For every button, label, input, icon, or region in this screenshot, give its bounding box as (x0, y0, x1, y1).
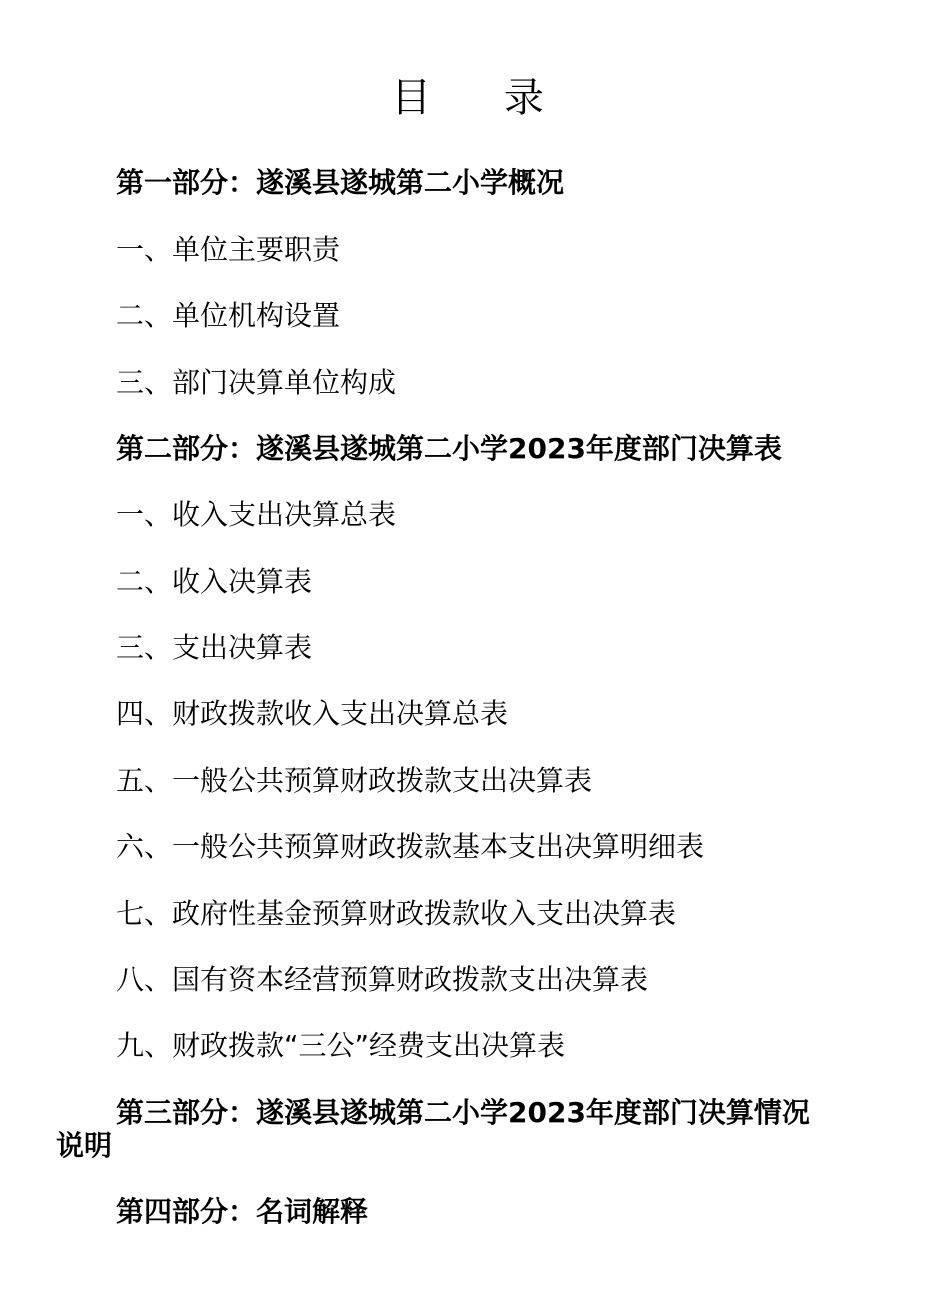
toc-part-4: 第四部分：名词解释 (116, 1195, 369, 1228)
toc-part-3: 第三部分：遂溪县遂城第二小学2023年度部门决算情况 (116, 1096, 810, 1129)
toc-item-2-7: 七、政府性基金预算财政拨款收入支出决算表 (116, 897, 677, 930)
toc-item-2-9: 九、财政拨款“三公”经费支出决算表 (116, 1029, 566, 1062)
toc-item-1-3: 三、部门决算单位构成 (116, 366, 397, 399)
toc-part-1: 第一部分：遂溪县遂城第二小学概况 (116, 166, 565, 199)
toc-item-2-2: 二、收入决算表 (116, 565, 313, 598)
toc-item-2-3: 三、支出决算表 (116, 631, 313, 664)
toc-item-2-8: 八、国有资本经营预算财政拨款支出决算表 (116, 963, 649, 996)
toc-item-2-1: 一、收入支出决算总表 (116, 498, 397, 531)
toc-item-1-1: 一、单位主要职责 (116, 233, 341, 266)
toc-part-3-continued: 说明 (56, 1129, 113, 1162)
toc-item-2-4: 四、财政拨款收入支出决算总表 (116, 697, 509, 730)
toc-item-2-5: 五、一般公共预算财政拨款支出决算表 (116, 764, 593, 797)
toc-item-1-2: 二、单位机构设置 (116, 299, 341, 332)
toc-part-2: 第二部分：遂溪县遂城第二小学2023年度部门决算表 (116, 432, 782, 465)
toc-item-2-6: 六、一般公共预算财政拨款基本支出决算明细表 (116, 830, 705, 863)
page-title: 目 录 (391, 75, 574, 121)
